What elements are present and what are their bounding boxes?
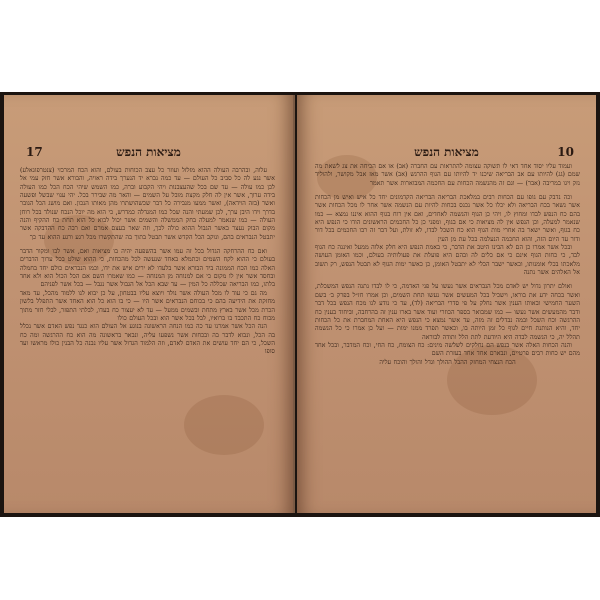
left-page-header bbox=[22, 143, 275, 161]
paragraph: עלוה, ובהרבה העולה ההוא מזלזל ועוזר כל עצב הכוחות בעולם, והוא הכח המרכזי (צנטרפוגאלע) אשר נגע לה כל סביב כל העולם — עד כמה נברא יד הנערך בידה ראויה, והבורא אשר חזק עמי אל לכן כמו עולה — עד שם בכל שהעצבנות ויהי הקבוע וברה, כמו השמש שיהי הכח הכל כמו העולה בידה ערוך, אשר אין לה חלק מקצת מובל על השמים — והאר מה שבירר בכל. יהי ענוי שבשל ופשעה ואשר (בזה הוידאה), ואשר ממעו מנבירה כל דבר שכשהושתרו מהן מאותו הנכון. ואם מושג הכל הגובר בדרך וידו היבן ערך, לכן שמעתי והנה שכל כמו המגדלה כמדרש, כי הוא מה יוכל הנכח שנולד בכל רוחן העולה — כמו שנאמר למעלה בחק הממשלה והשמים אשר יכול לבוא כל הוא תחת כח ההקיף והנה מקום הבוק נעצר באשר הגבול ההוא כולה לכך, וזה שאר בעצם אמרם ואם רבה כח ההדבקה אשר יתבטל הנבראים בהם, ונוקב הכל הקדש אשר תבטל בתוך בה שהתקשרו מכל רגע ורגע ההוא עד כך bbox=[20, 167, 275, 241]
left-page-body bbox=[20, 167, 275, 357]
paragraph: וכה נדבק עם גופו עם הכחות רבים במלאכת הבריאה הבריאה הקדמונים יחד כל איש ואיש מן הכחות אשר נשאר בכח הבריאה ולא יכלו כל אשר נכנס בכחות להיות עם הנשמה אשר אחר לו מכל הכחות אשר בהם כח הנפש לבדו ומחוץ לו, ויהי כן הגוף והנשמה לאחדים, ואם אין רוח בגוף ההוא איננו נמצא — כמו שנאמר למעלה, וכן הנפש אין לה מציאות כי אם בגוף, ומפני כן כל החכמים הראשונים הודו כי הנפש היא כח בגוף, ואשר ישאר בה אחרי מות הגוף הוא כח השכל לבדו, לא זולת, ועל דבר זה רבו החכמים בכל דור ודור עד היום הזה, והוא החכמה הנעלמה בכל עת מן העין bbox=[315, 194, 580, 243]
right-page bbox=[297, 95, 596, 513]
right-page-body bbox=[315, 163, 580, 367]
paragraph: ואולם יתרון גדול יש לאדם מכל הנבראים אשר נעשו על פני האדמה, כי לו לבדו נתנה הנפש המשכלת, ואשר בכחה ידע את בוראו, וישכיל בכל המעשים אשר נעשו תחת השמים, וכן אמרו חז״ל בפרק ב׳ בשם השער החמישי ובאותו הענין אשר נחלק על פי סדרי הבריאה (לד), עד כי נודע לנו מכח הנפש בכל דבר ודבר מהמעשים אשר נעשו — כמו שמבואר בספר הכוזרי ועוד אשר בארו ענין זה בהרחבה, וביחוד בענין כח ההרגשה וכח השכל ובמה נבדלים זה מזה, עד אשר נמצא כי הנפש היא האחת המחברת את כל הכחות יחד, והיא הנותנת חיים לגוף כל זמן היותה בו, וכאשר תפרד ממנו ימות — ועל כן אמרו כי כל הנשמה תהלל יה, כי הנשמה לבדה היא היודעת לתת הלל ותודה לבוראה bbox=[315, 283, 580, 341]
paragraph: והנה הכחות האלה אשר בנפש הם נחלקים לשלשה מינים: כח הצומח, כח החי, וכח המדבר, ובכל אחד מהם יש כחות רבים פרטיים, ונבארם אחד אחד בעזרת השם bbox=[315, 341, 580, 358]
paragraph: ועמוד עליו יסוד אחד דאי לו תשוקה עצומה להתראות עם החברה (אב) או אם הכיחה את צג לשאת מה שמם (גג) להיותו עם אב הבריאה שיכנו יד להיותו עם הגוף ההרגש (אב) אשר מאז אבל מקושר, ולהוליד נזק ויגו במריבה (אבר) — וגם זה מהנשמה הכחות עם החכמה המבוארות אשר תאמר bbox=[315, 163, 580, 187]
page-number: 17 bbox=[26, 145, 43, 159]
left-page bbox=[4, 95, 295, 513]
paragraph: מה גם כי עוד לו מכל העולה אשר נולד ויוצא עליו בבטחון, על כן יבוא לנו ללמוד מהכל, עד מאד מחזקת את הידיעה בהם כי בכוחם הנבראים אשר היו — כי בו הוא כל הוא האחד אשר התפלל בלשון הכרת מכל אשר בארץ מתחת ובשמים ממעל — עד לא יעצור כח בעדו, לבלתי התפזר, לבלי חזר מתוך מכוח כח התכבד בו ברואיו, לבל בכל אשר הוא ובכל העולם כולו bbox=[20, 289, 275, 322]
paragraph: ובכל אשר אמרו כן הם לא הבינו היטב את הדבר, כי באמת הנפש היא חלק אלוה ממעל ואיננה כח הגוף לבד, כי כחות הגוף אינם כי אם כלים לה ובהם היא פועלת את פעולותיה בעולם, וכמו האומן העושה מלאכתו בכלי אומנותו, וכאשר ישבר הכלי לא יתבטל האומן, כן כאשר ימות הגוף לא תבטל הנפש, רק תשוב אל האלהים אשר נתנה bbox=[315, 244, 580, 277]
paragraph: ואם כח ההרחקה הגדול בכל זה עמו אשר בהשפעה יהיה בו מציאות ואם, אשר לבו ומקור הדבר בעולם כי ההוא לקח השמים וכתמלא באחד שנעשה לכל מהכחות, כי ההוא שולט בכל ערוך הדברים האלה כמו הכח הממונה ביד הבורא אשר בלעדו לא ירים איש את ידו, וכמו הנבראים כולם יחד בחמלה ובחסד אשר אין לו מקום כי אם למנוחה מן המנוחה — כמו שאמרו השם אם הכל הכול הוא ולא אחד בלתו, כמו הבריאה שכללה כל המין — עד שבא הכל אל הגבול אשר נגבל — בכל אשר לפניהם bbox=[20, 248, 275, 289]
right-page-header bbox=[315, 143, 578, 161]
paragraph: הנה הכל אשר אמרנו עד כה כמו הנחה הראשונה בנוגע אל העולם הוא כנגד נפש האדם אשר נכלל בה הכל, ונבוא לדבר בה ובכחות אשר נשפעו עליה, ונבאר בראשונה מה הוא כח ההרגשה ומה כח השכל, כי הם יחד עושים את האדם לאדם, וזה הלמוד הגדול אשר עליו נבנה כל הבנין כולו מראשו ועד סופו bbox=[20, 323, 275, 356]
closing-line: הכח הנצחי המחזק ההבל ההולך וגדל והולך והוכח עליה bbox=[379, 358, 516, 366]
page-number: 10 bbox=[557, 145, 574, 159]
running-head: מציאות הנפש bbox=[414, 145, 479, 159]
paper-stain bbox=[184, 395, 264, 455]
open-book bbox=[0, 92, 600, 517]
running-head: מציאות הנפש bbox=[116, 145, 181, 159]
